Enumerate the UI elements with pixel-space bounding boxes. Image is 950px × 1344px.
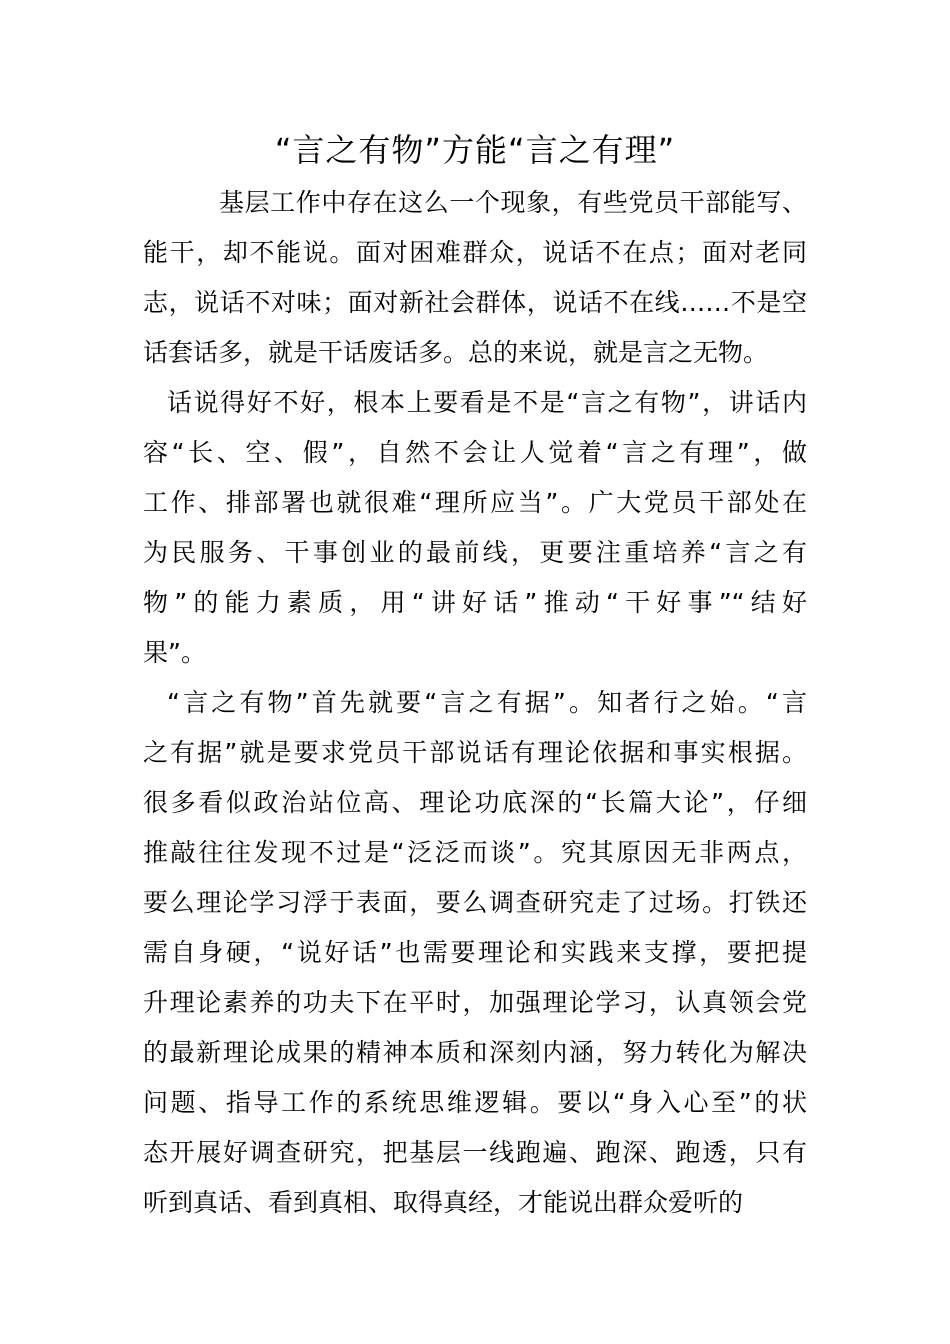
paragraph-line: 的最新理论成果的精神本质和深刻内涵，努力转化为解决 [143, 1038, 807, 1067]
paragraph-line: 很多看似政治站位高、理论功底深的“长篇大论”，仔细 [143, 788, 807, 817]
paragraph-line: 志，说话不对味；面对新社会群体，说话不在线……不是空 [143, 288, 807, 317]
paragraph-line: 话套话多，就是干话废话多。总的来说，就是言之无物。 [143, 338, 769, 367]
paragraph-line: 问题、指导工作的系统思维逻辑。要以“身入心至”的状 [143, 1088, 807, 1117]
document-title: “言之有物”方能“言之有理” [274, 131, 676, 169]
paragraph-line: 态开展好调查研究，把基层一线跑遍、跑深、跑透，只有 [143, 1138, 807, 1167]
paragraph-line: 需自身硬，“说好话”也需要理论和实践来支撑，要把提 [143, 938, 807, 967]
paragraph-line: “言之有物”首先就要“言之有据”。知者行之始。“言 [167, 688, 807, 717]
paragraph-line: 物”的能力素质，用“讲好话”推动“干好事”“结好 [143, 588, 807, 617]
paragraph-line: 为民服务、干事创业的最前线，更要注重培养“言之有 [143, 538, 807, 567]
paragraph-line: 推敲往往发现不过是“泛泛而谈”。究其原因无非两点， [143, 838, 807, 867]
paragraph-line: 话说得好不好，根本上要看是不是“言之有物”，讲话内 [167, 388, 807, 417]
paragraph-line: 果”。 [143, 638, 206, 667]
paragraph [143, 178, 807, 378]
paragraph-line: 听到真话、看到真相、取得真经，才能说出群众爱听的 [143, 1188, 744, 1217]
paragraph-line: 容“长、空、假”，自然不会让人觉着“言之有理”，做 [143, 438, 807, 467]
paragraph-line: 能干，却不能说。面对困难群众，说话不在点；面对老同 [143, 238, 807, 267]
paragraph-line: 工作、排部署也就很难“理所应当”。广大党员干部处在 [143, 488, 807, 517]
paragraph-line: 之有据”就是要求党员干部说话有理论依据和事实根据。 [143, 738, 807, 767]
document-body [143, 178, 807, 1228]
paragraph-line: 基层工作中存在这么一个现象，有些党员干部能写、 [219, 188, 807, 217]
paragraph [143, 378, 807, 678]
paragraph-line: 要么理论学习浮于表面，要么调查研究走了过场。打铁还 [143, 888, 807, 917]
paragraph [143, 678, 807, 1228]
paragraph-line: 升理论素养的功夫下在平时，加强理论学习，认真领会党 [143, 988, 807, 1017]
